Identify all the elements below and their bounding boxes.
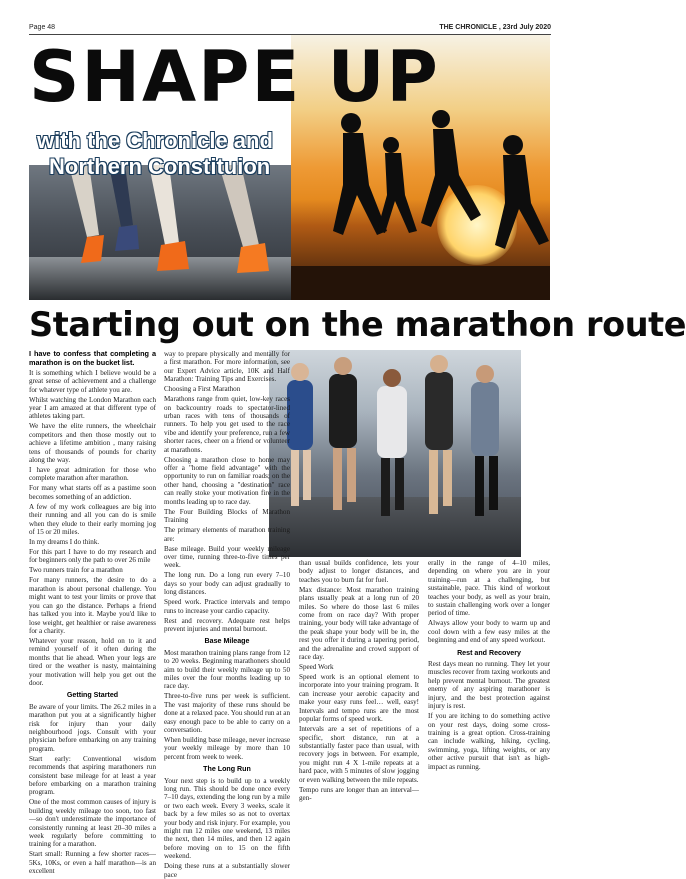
paragraph: Start small: Running a few shorter races—5Ks, 10Ks, or even a half marathon—is an excellent: [29, 850, 156, 876]
paragraph: Max distance: Most marathon training plans usually peak at a long run of 20 miles. So where do those last 6 miles come from on race day? With proper training, your body will take advantage of the peak shape your body will be in, the rest you offer it during a tapering period, and the adrenaline and crowd support of race day.: [299, 585, 419, 662]
paragraph: Three-to-five runs per week is sufficient. The vast majority of these runs should be done at a relaxed pace. You should run at an easy enough pace to be able to carry on a conversation.: [164, 692, 290, 734]
section-heading: Rest and Recovery: [457, 648, 521, 657]
feature-subtitle: [37, 128, 273, 180]
paragraph: Choosing a First Marathon: [164, 385, 241, 394]
article-lead: I have to confess that completing a marathon is on the bucket list.: [29, 349, 156, 367]
article-body: [29, 349, 550, 879]
paragraph: Choosing a marathon close to home may offer a "home field advantage" with the opportunity to run on familiar roads; on the other hand, choosing a "destination" race can really stoke your motivation fire in the months leading up to race day.: [164, 455, 290, 506]
paragraph: Speed Work: [299, 663, 334, 672]
paragraph: For many runners, the desire to do a marathon is about personal challenge. You might want to test your limits or prove that you can go the distance. Perhaps a friend has talked you into it. Maybe you'd like to lose weight, get healthier or raise awareness for a charity.: [29, 576, 156, 635]
paragraph: Whatever your reason, hold on to it and remind yourself of it often during the months that lie ahead. When your legs are tired or the weather is nasty, maintaining your motivation will help you get out the door.: [29, 636, 156, 687]
paragraph: The long run. Do a long run every 7–10 days so your body can adjust gradually to long distances.: [164, 571, 290, 597]
article-column-1: [29, 349, 156, 876]
paragraph: I have great admiration for those who complete marathon after marathon.: [29, 466, 156, 483]
paragraph: Start early: Conventional wisdom recommends that aspiring marathoners run consistent base mileage for at least a year before embarking on a marathon training program.: [29, 754, 156, 797]
feature-subtitle-line-2: Northern Constituion: [49, 154, 271, 179]
paragraph: In my dreams I do think.: [29, 538, 100, 547]
page-folio: [29, 22, 551, 34]
paragraph: Whilst watching the London Marathon each year I am amazed at that different type of athletes taking part.: [29, 395, 156, 421]
article-column-2: [164, 350, 290, 879]
paragraph: Your next step is to build up to a weekly long run. This should be done once every 7–10 days, extending the long run by a mile or two each week. Every 3 weeks, scale it back by a few miles so as not to overtax your body and risk injury. For example, you might run 12 miles one weekend, 13 miles the next, then 14 miles, and then 12 again before moving on to 15 on the fifth weekend.: [164, 776, 290, 861]
paragraph: than usual builds confidence, lets your body adjust to longer distances, and teaches you to burn fat for fuel.: [299, 559, 419, 584]
paragraph: way to prepare physically and mentally for a first marathon. For more information, see our Expert Advice article, 10K and Half Marathon: Training Tips and Exercises.: [164, 350, 290, 384]
article-column-4: [428, 559, 550, 771]
treadmill-legs-illustration: [29, 165, 291, 300]
article-headline: Starting out on the marathon route: [29, 305, 686, 344]
paragraph: Speed work. Practice intervals and tempo runs to increase your cardio capacity.: [164, 598, 290, 615]
paragraph: Tempo runs are longer than an interval—gen-: [299, 785, 419, 802]
paragraph: One of the most common causes of injury is building weekly mileage too soon, too fast—so don't underestimate the importance of consistently running at least 20–30 miles a week regularly before committing to training for a marathon.: [29, 798, 156, 849]
section-heading: Getting Started: [66, 691, 119, 700]
feature-subtitle-line-1: with the Chronicle and: [37, 128, 273, 153]
paragraph: Marathons range from quiet, low-key races on backcountry roads to spectator-lined urban races with tens of thousands of runners. To help you get used to the race vibe and identify your preference, run a few shorter races, cheer on a friend or volunteer at marathons.: [164, 395, 290, 454]
article-column-3: [299, 559, 419, 802]
page-number: Page 48: [29, 24, 56, 31]
paragraph: A few of my work colleagues are big into their running and all you can do is smile when they elude to their early morning jog of 15 or 20 miles.: [29, 502, 156, 537]
paragraph: Speed work is an optional element to incorporate into your training program. It can increase your aerobic capacity and make your easy runs feel… well, easy! Intervals and tempo runs are the most popular forms of speed work.: [299, 673, 419, 724]
paragraph: Rest and recovery. Adequate rest helps prevent injuries and mental burnout.: [164, 616, 290, 633]
paragraph: When building base mileage, never increase your weekly mileage by more than 10 percent from week to week.: [164, 736, 290, 761]
paragraph: For this part I have to do my research and for beginners only the path to over 26 mile: [29, 548, 156, 565]
paragraph: Always allow your body to warm up and cool down with a few easy miles at the beginning and end of any speed workout.: [428, 619, 550, 645]
paragraph: Doing these runs at a substantially slower pace: [164, 862, 290, 879]
paragraph: Most marathon training plans range from 12 to 20 weeks. Beginning marathoners should aim to build their weekly mileage up to 50 miles over the four months leading up to race day.: [164, 648, 290, 691]
paragraph: Intervals are a set of repetitions of a specific, short distance, run at a substantially faster pace than usual, with recovery jogs in between. For example, you might run 4 X 1-mile repeats at a hard pace, with 5 minutes of slow jogging or even walking between the mile repeats.: [299, 725, 419, 784]
paragraph: Base mileage. Build your weekly mileage over time, running three-to-five times per week.: [164, 544, 290, 570]
publication-dateline: THE CHRONICLE , 23rd July 2020: [439, 24, 551, 31]
feature-title: SHAPE UP: [29, 36, 440, 118]
paragraph: The Four Building Blocks of Marathon Training: [164, 507, 290, 525]
paragraph: Two runners train for a marathon: [29, 566, 123, 575]
paragraph: For many what starts off as a pastime soon becomes something of an addiction.: [29, 484, 156, 501]
section-heading: Base Mileage: [204, 637, 250, 646]
treadmill-runners-photo: [29, 165, 291, 300]
feature-banner: [29, 35, 550, 300]
paragraph: It is something which I believe would be a great sense of achievement and a challenge for whatever type of athlete you are.: [29, 368, 156, 394]
paragraph: Rest days mean no running. They let your muscles recover from taxing workouts and help prevent mental burnout. The greatest enemy of any aspiring marathoner is injury, and the best protection against injury is rest.: [428, 660, 550, 711]
paragraph: erally in the range of 4–10 miles, depending on where you are in your training—run at a challenging, but sustainable, pace. This kind of workout teaches your body, as well as your brain, to sustain challenging work over a longer period of time.: [428, 559, 550, 618]
paragraph: Be aware of your limits. The 26.2 miles in a marathon put you at a significantly higher risk for injury than your daily neighbourhood jogs. Consult with your physician before embarking on any training program.: [29, 702, 156, 753]
paragraph: We have the elite runners, the wheelchair competitors and then those mostly out to achieve a lifetime ambition , many raising tens of thousands of pounds for charity along the way.: [29, 422, 156, 465]
paragraph: The primary elements of marathon training are:: [164, 526, 290, 543]
paragraph: If you are itching to do something active on your rest days, doing some cross-training is a great option. Cross-training can include walking, hiking, cycling, swimming, yoga, lifting weights, or any other active pursuit that isn't as high-impact as running.: [428, 712, 550, 771]
section-heading: The Long Run: [203, 765, 251, 774]
